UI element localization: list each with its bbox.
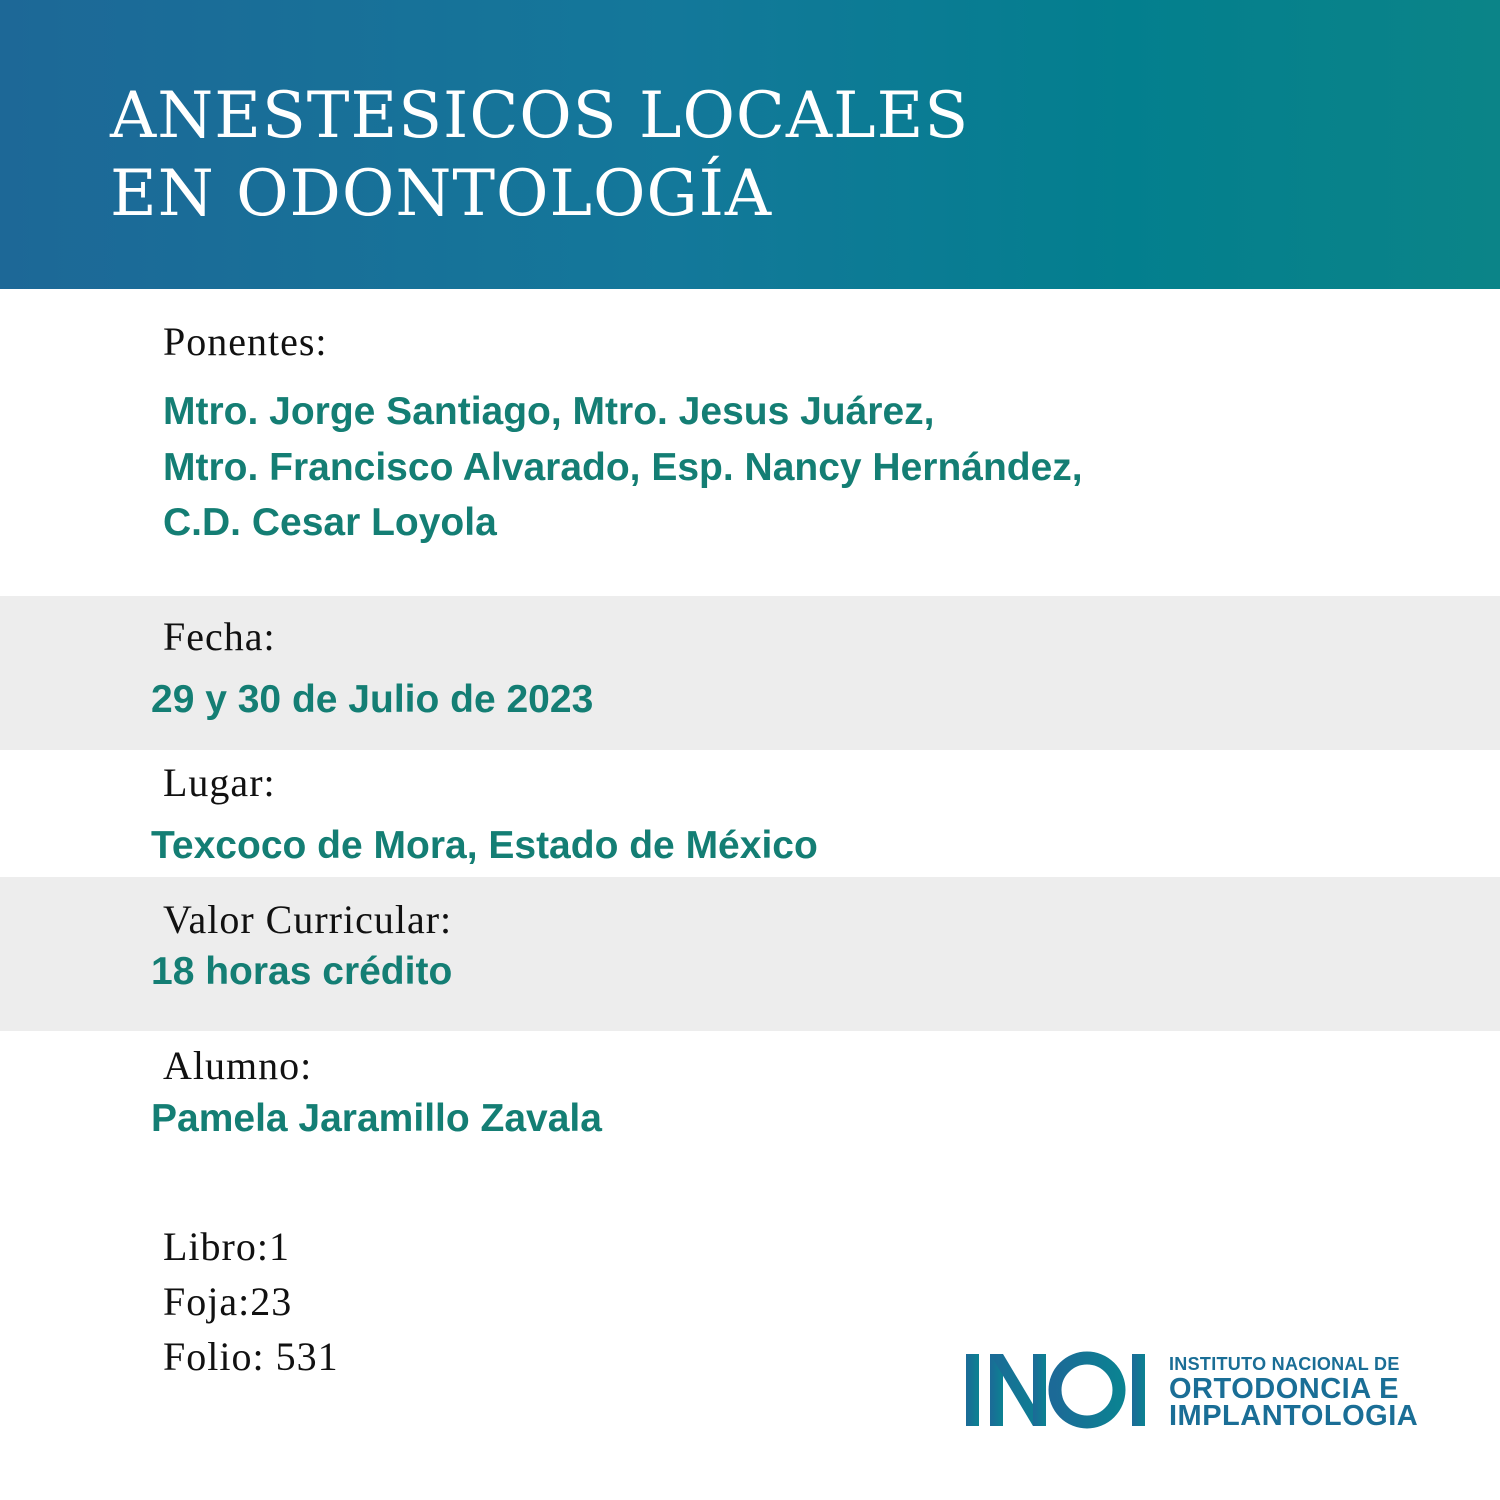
- fecha-label: Fecha:: [163, 614, 276, 659]
- lugar-label: Lugar:: [163, 760, 276, 805]
- inoi-logo: [962, 1350, 1442, 1430]
- logo-line-3: IMPLANTOLOGIA: [1169, 1400, 1419, 1432]
- ponentes-line-3: C.D. Cesar Loyola: [163, 501, 497, 544]
- valor-label: Valor Curricular:: [163, 897, 453, 942]
- fecha-value: 29 y 30 de Julio de 2023: [151, 678, 594, 721]
- logo-line-1: INSTITUTO NACIONAL DE: [1169, 1354, 1400, 1374]
- ponentes-line-2: Mtro. Francisco Alvarado, Esp. Nancy Hernández,: [163, 446, 1083, 489]
- ponentes-label: Ponentes:: [163, 319, 328, 364]
- foja-text: Foja:23: [163, 1279, 293, 1324]
- page-title-line-2: EN ODONTOLOGÍA: [110, 157, 773, 231]
- alumno-value: Pamela Jaramillo Zavala: [151, 1097, 602, 1140]
- page-title-line-1: ANESTESICOS LOCALES: [110, 79, 970, 153]
- header-banner: [0, 0, 1500, 289]
- ponentes-line-1: Mtro. Jorge Santiago, Mtro. Jesus Juárez,: [163, 390, 935, 433]
- logo-line-2: ORTODONCIA E: [1169, 1373, 1399, 1405]
- folio-text: Folio: 531: [163, 1334, 339, 1379]
- inoi-logo-mark: [962, 1350, 1162, 1430]
- libro-text: Libro:1: [163, 1224, 290, 1269]
- valor-value: 18 horas crédito: [151, 950, 453, 993]
- lugar-value: Texcoco de Mora, Estado de México: [151, 824, 818, 867]
- alumno-label: Alumno:: [163, 1043, 313, 1088]
